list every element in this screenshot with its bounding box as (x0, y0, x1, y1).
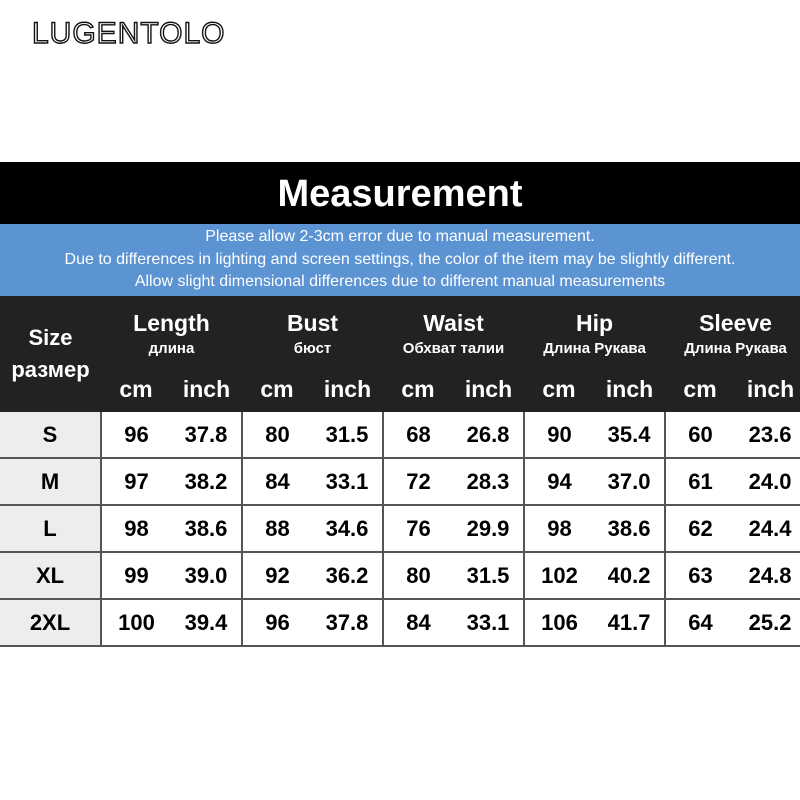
cm-value-cell: 84 (242, 458, 312, 505)
size-header-en: Size (28, 325, 73, 350)
unit-header-cm: cm (665, 366, 735, 412)
inch-value-cell: 26.8 (453, 412, 524, 458)
cm-value-cell: 96 (242, 599, 312, 646)
group-header-sleeve (665, 296, 800, 366)
inch-value-cell: 37.8 (171, 412, 242, 458)
cm-value-cell: 88 (242, 505, 312, 552)
measurement-title-band (0, 162, 800, 224)
size-label-cell: XL (0, 552, 101, 599)
note-line: Allow slight dimensional differences due to different manual measurements (134, 273, 666, 290)
group-name: Sleeve (699, 310, 772, 336)
cm-value-cell: 68 (383, 412, 453, 458)
cm-value-cell: 90 (524, 412, 594, 458)
inch-value-cell: 28.3 (453, 458, 524, 505)
group-name: Length (133, 310, 210, 336)
note-line: Please allow 2-3cm error due to manual measurement. (205, 228, 595, 245)
group-header-length (101, 296, 242, 366)
cm-value-cell: 63 (665, 552, 735, 599)
inch-value-cell: 31.5 (312, 412, 383, 458)
unit-header-inch: inch (171, 366, 242, 412)
size-label-cell: M (0, 458, 101, 505)
inch-value-cell: 38.2 (171, 458, 242, 505)
size-table-body (0, 412, 800, 646)
unit-header-inch: inch (594, 366, 665, 412)
inch-value-cell: 36.2 (312, 552, 383, 599)
inch-value-cell: 39.4 (171, 599, 242, 646)
cm-value-cell: 76 (383, 505, 453, 552)
note-line: Due to differences in lighting and screen settings, the color of the item may be slightly different. (64, 250, 736, 268)
inch-value-cell: 37.0 (594, 458, 665, 505)
inch-value-cell: 25.2 (735, 599, 800, 646)
inch-value-cell: 24.8 (735, 552, 800, 599)
unit-header-inch: inch (312, 366, 383, 412)
unit-header-cm: cm (101, 366, 171, 412)
size-label-cell: S (0, 412, 101, 458)
table-row (0, 599, 800, 646)
inch-value-cell: 24.4 (735, 505, 800, 552)
group-header-bust (242, 296, 383, 366)
inch-value-cell: 35.4 (594, 412, 665, 458)
inch-value-cell: 23.6 (735, 412, 800, 458)
group-header-waist (383, 296, 524, 366)
table-row (0, 412, 800, 458)
cm-value-cell: 60 (665, 412, 735, 458)
unit-header-cm: cm (524, 366, 594, 412)
inch-value-cell: 37.8 (312, 599, 383, 646)
inch-value-cell: 29.9 (453, 505, 524, 552)
cm-value-cell: 92 (242, 552, 312, 599)
group-subtitle: бюст (293, 340, 332, 357)
inch-value-cell: 33.1 (453, 599, 524, 646)
page-title: Measurement (277, 173, 523, 215)
inch-value-cell: 31.5 (453, 552, 524, 599)
cm-value-cell: 94 (524, 458, 594, 505)
group-name: Bust (286, 310, 339, 336)
inch-value-cell: 34.6 (312, 505, 383, 552)
cm-value-cell: 72 (383, 458, 453, 505)
size-label-cell: 2XL (0, 599, 101, 646)
table-row (0, 458, 800, 505)
cm-value-cell: 80 (242, 412, 312, 458)
inch-value-cell: 38.6 (594, 505, 665, 552)
cm-value-cell: 102 (524, 552, 594, 599)
size-column-header (0, 296, 101, 412)
inch-value-cell: 38.6 (171, 505, 242, 552)
inch-value-cell: 39.0 (171, 552, 242, 599)
cm-value-cell: 64 (665, 599, 735, 646)
cm-value-cell: 80 (383, 552, 453, 599)
table-row (0, 505, 800, 552)
cm-value-cell: 84 (383, 599, 453, 646)
cm-value-cell: 99 (101, 552, 171, 599)
unit-header-cm: cm (383, 366, 453, 412)
group-name: Hip (575, 310, 614, 336)
inch-value-cell: 24.0 (735, 458, 800, 505)
group-subtitle: Обхват талии (402, 340, 505, 357)
group-subtitle: Длина Рукава (684, 340, 787, 357)
cm-value-cell: 98 (101, 505, 171, 552)
inch-value-cell: 33.1 (312, 458, 383, 505)
cm-value-cell: 98 (524, 505, 594, 552)
unit-header-cm: cm (242, 366, 312, 412)
unit-header-inch: inch (735, 366, 800, 412)
cm-value-cell: 100 (101, 599, 171, 646)
group-subtitle: Длина Рукава (543, 340, 646, 357)
size-label-cell: L (0, 505, 101, 552)
group-header-hip (524, 296, 665, 366)
inch-value-cell: 41.7 (594, 599, 665, 646)
table-row (0, 552, 800, 599)
cm-value-cell: 62 (665, 505, 735, 552)
cm-value-cell: 61 (665, 458, 735, 505)
inch-value-cell: 40.2 (594, 552, 665, 599)
size-header-ru: размер (11, 357, 90, 382)
group-name: Waist (423, 310, 484, 336)
unit-header-inch: inch (453, 366, 524, 412)
notes-band (0, 224, 800, 296)
brand-logo: LUGENTOLO (32, 17, 226, 50)
cm-value-cell: 96 (101, 412, 171, 458)
group-subtitle: длина (148, 340, 195, 357)
cm-value-cell: 106 (524, 599, 594, 646)
size-chart-table (0, 296, 800, 647)
cm-value-cell: 97 (101, 458, 171, 505)
